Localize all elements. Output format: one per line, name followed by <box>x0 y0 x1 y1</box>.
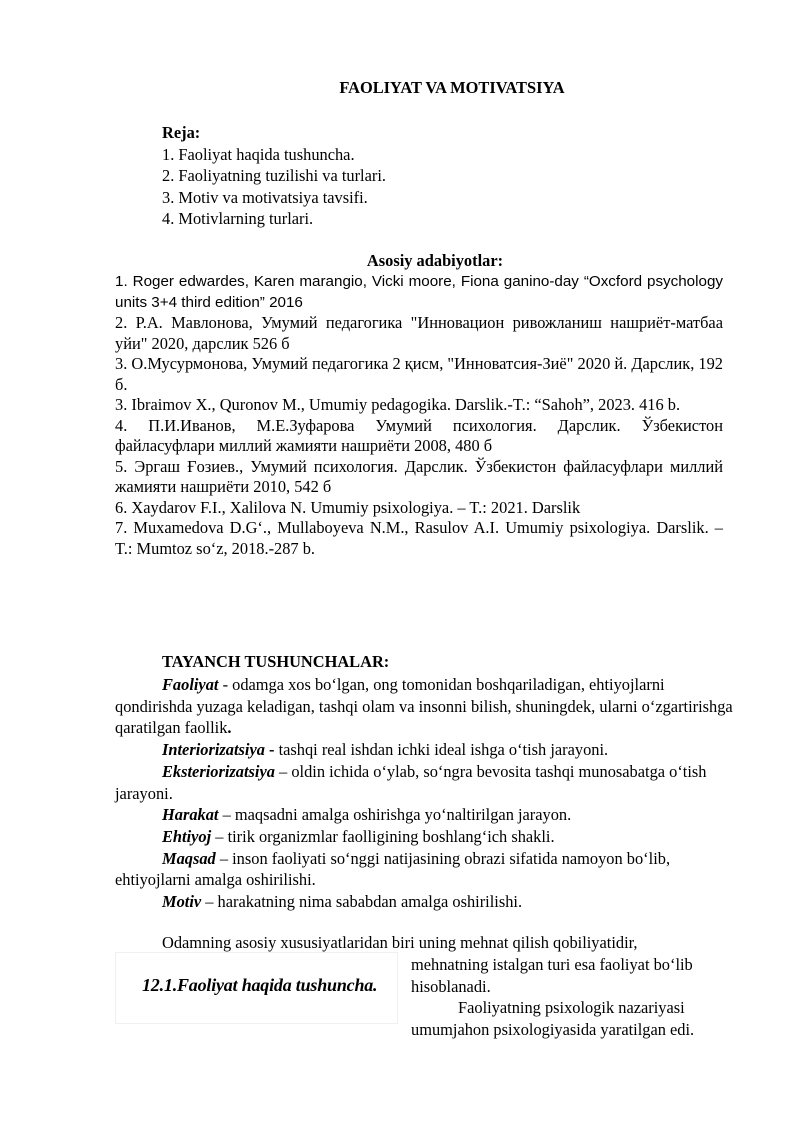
concept-separator: - <box>218 675 233 694</box>
concept-end: . <box>227 718 232 738</box>
reference-item: 5. Эргаш Ғозиев., Умумий психология. Дарслик. Ўзбекистон файласуфлари миллий жамияти нашриёти 2010, 542 б <box>115 456 723 496</box>
concept-entry <box>115 891 745 913</box>
concept-entry <box>115 848 745 891</box>
concept-definition: inson faoliyati so‘nggi natijasining obrazi sifatida namoyon bo‘lib, ehtiyojlarni amalga oshirilishi. <box>115 848 671 890</box>
concept-separator: – <box>215 848 233 868</box>
concept-definition: maqsadni amalga oshirishga yo‘naltirilgan jarayon. <box>234 805 572 825</box>
reference-item: 6. Xaydarov F.I., Xalilova N. Umumiy psixologiya. – T.: 2021. Darslik <box>115 497 581 517</box>
concept-separator: – <box>211 826 228 846</box>
concept-term: Faoliyat <box>162 675 219 694</box>
key-concepts-list <box>115 674 745 913</box>
reference-item: 3. О.Мусурмонова, Умумий педагогика 2 қисм, "Инноватсия-Зиё" 2020 й. Дарслик, 192 б. <box>115 354 723 394</box>
concept-separator: – <box>218 805 235 825</box>
concept-entry <box>115 761 745 804</box>
concept-definition: harakatning nima sababdan amalga oshirilishi. <box>217 892 523 912</box>
concept-term: Harakat <box>162 805 219 825</box>
plan-section <box>162 122 386 230</box>
key-concepts-heading: TAYANCH TUSHUNCHALAR: <box>162 652 390 671</box>
concept-term: Maqsad <box>162 848 216 868</box>
closing-side-text <box>411 954 751 1041</box>
concept-entry <box>115 804 745 826</box>
references-list <box>115 272 723 559</box>
concept-separator: – <box>201 892 218 912</box>
plan-item: 2. Faoliyatning tuzilishi va turlari. <box>162 166 386 185</box>
reference-item: 2. Р.А. Мавлонова, Умумий педагогика "Инновацион ривожланиш нашриёт-матбаа уйи" 2020, дарслик 526 б <box>115 313 723 353</box>
reference-item: 4. П.И.Иванов, М.Е.Зуфарова Умумий психология. Дарслик. Ўзбекистон файласуфлари миллий жамияти нашриёти 2008, 480 б <box>115 415 723 455</box>
concept-entry <box>115 826 745 848</box>
concept-definition: oldin ichida o‘ylab, so‘ngra bevosita tashqi munosabatga o‘tish jarayoni. <box>115 761 707 803</box>
concept-separator: – <box>274 761 292 781</box>
closing-paragraph: mehnatning istalgan turi esa faoliyat bo‘lib hisoblanadi. <box>411 955 693 996</box>
concept-entry <box>115 739 745 761</box>
plan-item: 1. Faoliyat haqida tushuncha. <box>162 144 355 164</box>
concept-term: Ehtiyoj <box>162 826 212 846</box>
closing-paragraph: Faoliyatning psixologik nazariyasi umumjahon psixologiyasida yaratilgan edi. <box>411 998 695 1040</box>
concept-definition: odamga xos bo‘lgan, ong tomonidan boshqariladigan, ehtiyojlarni qondirishda yuzaga keladigan, tashqi olam va insonni bilish, shuningdek, ularni o‘zgartirishga qaratilgan faollik <box>115 675 733 738</box>
plan-item: 3. Motiv va motivatsiya tavsifi. <box>162 187 368 207</box>
concept-term: Interiorizatsiya <box>162 740 265 760</box>
closing-first-line: Odamning asosiy xususiyatlaridan biri uning mehnat qilish qobiliyatidir, <box>162 933 638 952</box>
concept-definition: tashqi real ishdan ichki ideal ishga o‘tish jarayoni. <box>278 740 609 760</box>
reference-item: 1. Roger edwardes, Karen marangio, Vicki moore, Fiona ganino-day “Oxcford psychology units 3+4 third edition” 2016 <box>115 273 723 311</box>
section-caption: 12.1.Faoliyat haqida tushuncha. <box>142 975 378 995</box>
reference-item: 7. Muxamedova D.G‘., Mullaboyeva N.M., Rasulov A.I. Umumiy psixologiya. Darslik. – T.: Mumtoz so‘z, 2018.-287 b. <box>115 518 723 558</box>
plan-heading: Reja: <box>162 123 201 142</box>
concept-term: Motiv <box>162 892 202 912</box>
concept-definition: tirik organizmlar faolligining boshlang‘ich shakli. <box>227 826 555 846</box>
plan-item: 4. Motivlarning turlari. <box>162 209 314 228</box>
references-heading: Asosiy adabiyotlar: <box>366 251 504 270</box>
concept-entry <box>115 674 745 739</box>
concept-separator: - <box>264 740 279 760</box>
concept-term: Eksteriorizatsiya <box>162 761 275 781</box>
reference-item: 3. Ibraimov X., Quronov M., Umumiy pedagogika. Darslik.-T.: “Sahoh”, 2023. 416 b. <box>115 395 681 414</box>
document-title: FAOLIYAT VA MOTIVATSIYA <box>339 78 565 97</box>
